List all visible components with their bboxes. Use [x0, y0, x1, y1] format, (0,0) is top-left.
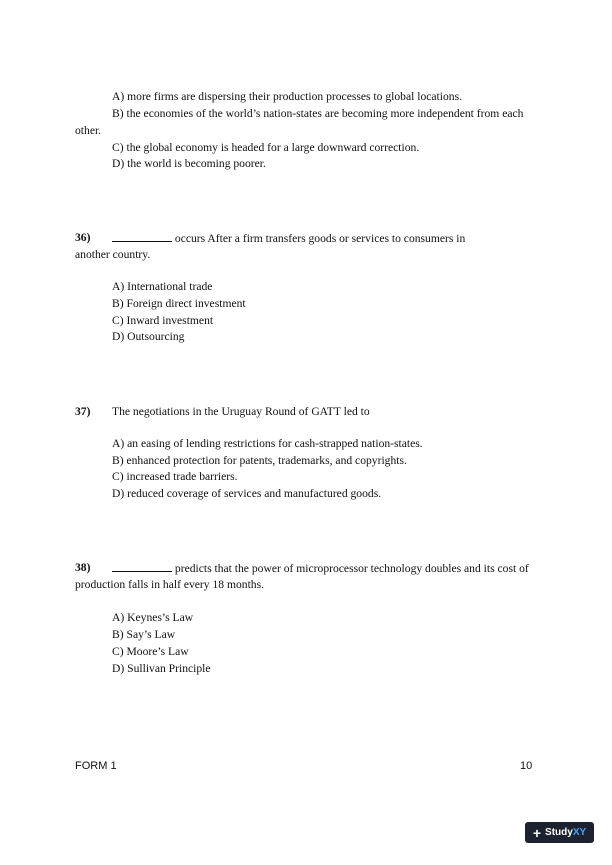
footer-form: FORM 1	[75, 760, 117, 772]
studyxy-badge[interactable]	[525, 822, 594, 843]
q37-number: 37)	[75, 405, 91, 418]
q37-stem: The negotiations in the Uruguay Round of GATT led to	[112, 405, 370, 418]
q35-option-c: C) the global economy is headed for a large downward correction.	[112, 141, 420, 154]
plus-icon: +	[532, 824, 542, 841]
q38-number: 38)	[75, 561, 91, 574]
footer-page-number: 10	[520, 760, 533, 772]
q38-stem-text: predicts that the power of microprocessor technology doubles and its cost of	[174, 562, 529, 575]
q38-option-c: C) Moore’s Law	[112, 645, 189, 658]
q38-stem-continued: production falls in half every 18 months.	[75, 578, 265, 591]
badge-xy: XY	[572, 827, 587, 838]
badge-label	[545, 827, 586, 838]
q38-option-d: D) Sullivan Principle	[112, 662, 211, 675]
q36-option-b: B) Foreign direct investment	[112, 297, 246, 310]
q36-option-a: A) International trade	[112, 280, 213, 293]
q36-stem-continued: another country.	[75, 248, 151, 261]
q38-option-b: B) Say’s Law	[112, 628, 176, 641]
q37-option-b: B) enhanced protection for patents, trademarks, and copyrights.	[112, 454, 407, 467]
q38-stem	[112, 561, 529, 575]
q38-blank	[112, 561, 172, 572]
q36-stem	[112, 231, 465, 245]
q36-option-c: C) Inward investment	[112, 314, 214, 327]
q37-option-d: D) reduced coverage of services and manufactured goods.	[112, 487, 382, 500]
q36-blank	[112, 231, 172, 242]
q36-stem-text: occurs After a firm transfers goods or services to consumers in	[174, 232, 466, 245]
q35-option-b: B) the economies of the world’s nation-states are becoming more independent from each	[112, 107, 524, 120]
badge-study: Study	[545, 827, 573, 838]
q38-option-a: A) Keynes’s Law	[112, 611, 194, 624]
q37-option-c: C) increased trade barriers.	[112, 470, 238, 483]
q35-option-d: D) the world is becoming poorer.	[112, 157, 266, 170]
q37-option-a: A) an easing of lending restrictions for cash-strapped nation-states.	[112, 437, 423, 450]
q36-option-d: D) Outsourcing	[112, 330, 185, 343]
q35-option-a: A) more firms are dispersing their production processes to global locations.	[112, 90, 462, 103]
q36-number: 36)	[75, 231, 91, 244]
q35-option-b-continued: other.	[75, 124, 102, 137]
